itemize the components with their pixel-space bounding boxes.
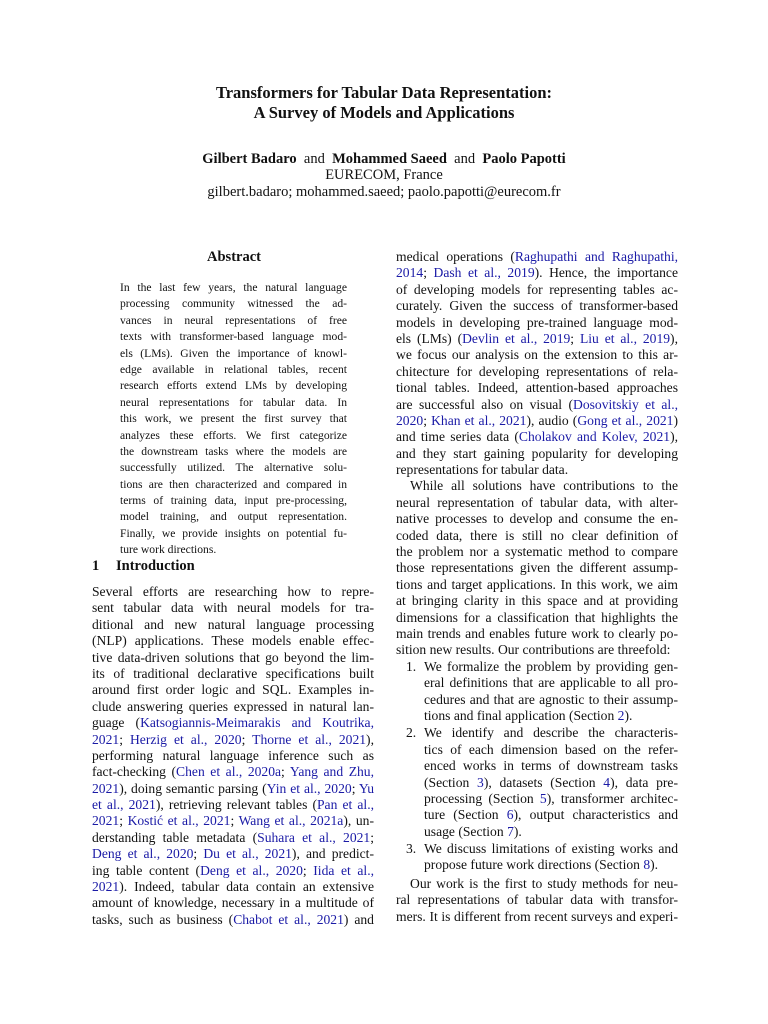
text-span: those representations given the different assump- — [396, 560, 678, 576]
text-span: derstanding table metadata ( — [92, 829, 258, 845]
abstract-line: the downstream tasks where the models are — [120, 444, 347, 458]
abstract-line: research efforts extend LMs by developing — [120, 379, 347, 393]
text-span: clude answering queries expressed in natural lan- — [92, 698, 374, 714]
author-emails: gilbert.badaro; mohammed.saeed; paolo.papotti@eurecom.fr — [207, 184, 561, 200]
citation-link[interactable]: Iida et al., — [313, 862, 375, 878]
text-span: of developing models for representing tables ac- — [396, 281, 678, 297]
citation-link[interactable]: 5 — [539, 790, 547, 806]
citation-link[interactable]: Yang and Zhu, — [289, 764, 374, 780]
citation-link[interactable]: Dash et al., 2019 — [433, 265, 535, 281]
citation-link[interactable]: Devlin et al., 2019 — [462, 330, 571, 346]
text-line — [92, 764, 374, 780]
text-line — [396, 675, 678, 691]
text-span: dimensions for a classification that highlights the — [396, 609, 678, 625]
citation-link[interactable]: Pan et al., — [317, 797, 375, 813]
text-span: ). — [650, 857, 659, 873]
text-span: ), un- — [343, 813, 374, 829]
section-title: Introduction — [116, 558, 195, 574]
abstract-line: terms of training data, input pre-processing, — [120, 494, 347, 508]
text-span: mers. It is different from recent surveys and experi- — [396, 908, 678, 924]
text-line — [92, 797, 374, 813]
abstract-line: analyzes these efforts. We first categorize — [120, 428, 347, 442]
citation-link[interactable]: Yin et al., 2020 — [266, 780, 352, 796]
text-span: propose future work directions (Section — [424, 857, 644, 873]
text-span: ), doing semantic parsing ( — [119, 780, 267, 796]
text-span: tics of each dimension based on the refer- — [424, 741, 678, 757]
citation-link[interactable]: 2021 — [92, 813, 120, 829]
citation-link[interactable]: Kostić et al., 2021 — [127, 813, 231, 829]
text-span: amount of knowledge, necessary in a multitude of — [92, 895, 374, 911]
text-span: ; — [119, 731, 130, 747]
citation-link[interactable]: 2021 — [92, 731, 120, 747]
text-span: ), — [670, 429, 678, 445]
citation-link[interactable]: Suhara et al., 2021 — [257, 829, 371, 845]
text-span: ), — [670, 330, 678, 346]
right-column-text — [396, 249, 678, 925]
text-line — [396, 791, 678, 807]
text-span: ; — [119, 813, 128, 829]
text-line — [396, 642, 678, 658]
text-line — [92, 617, 374, 633]
text-span: chitecture for developing representations of rela- — [396, 363, 678, 379]
list-marker: 2. — [406, 725, 417, 741]
text-line — [396, 397, 678, 413]
text-line — [396, 560, 678, 576]
section-number: 1 — [92, 558, 100, 574]
text-line — [92, 732, 374, 748]
text-span: ture (Section — [424, 807, 507, 823]
text-span: ; — [570, 330, 580, 346]
abstract-line: Finally, we provide insights on potential fu- — [120, 526, 347, 540]
citation-link[interactable]: 2021 — [92, 780, 120, 796]
text-span: ; — [281, 764, 290, 780]
paper-title-line1: Transformers for Tabular Data Representation: — [215, 83, 553, 102]
text-span: medical operations ( — [396, 249, 515, 264]
text-span: usage (Section — [424, 823, 508, 839]
citation-link[interactable]: 7 — [507, 823, 514, 839]
citation-link[interactable]: Herzig et al., 2020 — [129, 731, 242, 747]
text-span: tions and target applications. In this work, we aim — [396, 576, 678, 592]
text-span: ; — [302, 862, 314, 878]
abstract-line: neural representations for tabular data. In — [120, 395, 347, 409]
text-line — [396, 577, 678, 593]
text-line — [396, 413, 678, 429]
text-span: ; — [423, 265, 434, 281]
text-line — [92, 781, 374, 797]
text-line — [396, 841, 678, 857]
citation-link[interactable]: et al., 2021 — [92, 797, 156, 813]
text-span: tive data-driven solutions that go beyond the lim- — [92, 649, 374, 665]
citation-link[interactable]: Chen et al., 2020a — [176, 764, 282, 780]
citation-link[interactable]: 2020 — [396, 412, 424, 428]
text-line — [396, 909, 678, 925]
text-span: ), datasets (Section — [483, 774, 604, 790]
citation-link[interactable]: 8 — [643, 857, 651, 873]
text-line — [396, 758, 678, 774]
abstract-text — [120, 280, 347, 559]
author-separator: and — [454, 151, 476, 167]
text-span: and they start gaining popularity for developing — [396, 445, 678, 461]
text-span: ; — [351, 780, 359, 796]
text-line — [396, 315, 678, 331]
citation-link[interactable]: Deng et al., 2020 — [92, 846, 194, 862]
text-line — [92, 863, 374, 879]
text-span: ) and — [343, 911, 374, 927]
citation-link[interactable]: 2014 — [396, 265, 424, 281]
text-span: sent tabular data with neural models for tra- — [92, 600, 374, 616]
text-span: are successful also on visual ( — [396, 396, 574, 412]
text-span: ; — [423, 412, 432, 428]
text-line — [92, 879, 374, 895]
text-line — [92, 830, 374, 846]
text-span: ), data pre- — [610, 774, 678, 790]
text-span: ). Hence, the importance — [534, 265, 678, 281]
text-span: We formalize the problem by providing gen- — [424, 658, 678, 674]
text-line — [396, 462, 678, 478]
text-line — [92, 682, 374, 698]
text-span: ), audio ( — [526, 412, 578, 428]
text-span: ), retrieving relevant tables ( — [155, 797, 317, 813]
citation-link[interactable]: 6 — [506, 807, 514, 823]
citation-link[interactable]: Katsogiannis-Meimarakis and Koutrika, — [140, 715, 374, 731]
text-span: ), output characteristics and — [513, 807, 679, 823]
section-heading-introduction — [92, 557, 195, 575]
text-span: ). — [513, 823, 522, 839]
text-line — [396, 298, 678, 314]
abstract-line: model training, and output representation. — [120, 510, 347, 524]
abstract-heading: Abstract — [207, 249, 261, 265]
text-span: We discuss limitations of existing works and — [424, 841, 678, 857]
text-line — [92, 846, 374, 862]
text-line — [396, 249, 678, 265]
text-span: ; — [230, 813, 239, 829]
text-line — [92, 715, 374, 731]
text-line — [396, 892, 678, 908]
text-span: native processes to develop and consume the en- — [396, 511, 678, 527]
text-span: we focus our analysis on the extension to this ar- — [396, 347, 678, 363]
text-span: enced works in terms of downstream tasks — [424, 758, 678, 774]
text-span: ditional and new natural language processing — [92, 616, 374, 632]
citation-link[interactable]: 2021 — [92, 879, 120, 895]
text-span: ing table content ( — [92, 862, 201, 878]
citation-link[interactable]: Thorne et al., 2021 — [252, 731, 367, 747]
text-span: guage ( — [92, 715, 141, 731]
author-name: Gilbert Badaro — [202, 151, 297, 167]
text-line — [92, 600, 374, 616]
text-span: the problem nor a systematic method to compare — [396, 544, 678, 560]
citation-link[interactable]: Gong et al., 2021 — [577, 412, 674, 428]
text-span: ). Indeed, tabular data contain an extensive — [119, 879, 374, 895]
contribution-item — [396, 841, 678, 874]
text-line — [92, 912, 374, 928]
text-span: neural representation of tabular data, with alter- — [396, 494, 678, 510]
citation-link[interactable]: 3 — [477, 774, 484, 790]
text-span: ral representations of tabular data with transfor- — [396, 892, 678, 908]
text-span: models in developing pre-trained language mod- — [396, 314, 678, 330]
text-line — [396, 511, 678, 527]
text-line — [92, 748, 374, 764]
text-line — [396, 708, 678, 724]
text-span: We identify and describe the characteris- — [424, 725, 678, 741]
text-line — [396, 807, 678, 823]
text-span: eral definitions that are applicable to all pro- — [424, 675, 678, 691]
abstract-line: edge available in relational tables, recent — [120, 362, 347, 376]
text-span: (Section — [424, 774, 478, 790]
text-span: performing natural language inference such as — [92, 747, 374, 763]
text-span: While all solutions have contributions to the — [410, 478, 678, 494]
text-span: ) — [673, 412, 678, 428]
text-span: main trends and enables future work to clearly po- — [396, 625, 678, 641]
abstract-line: tions are then characterized and compared in — [120, 477, 347, 491]
text-line — [396, 364, 678, 380]
text-span: processing (Section — [424, 790, 540, 806]
citation-link[interactable]: Khan et al., 2021 — [431, 412, 527, 428]
text-span: ; — [370, 829, 374, 845]
author-separator: and — [303, 151, 325, 167]
affiliation: EURECOM, France — [325, 167, 443, 183]
abstract-line: ture work directions. — [120, 543, 217, 557]
text-span: ), and predict- — [291, 846, 374, 862]
text-line — [396, 347, 678, 363]
text-span: Our work is the first to study methods for neu- — [410, 875, 678, 891]
text-line — [396, 593, 678, 609]
abstract-line: successfully utilized. The alternative solu- — [120, 461, 347, 475]
text-line — [396, 495, 678, 511]
citation-link[interactable]: Wang et al., 2021a — [238, 813, 344, 829]
paper-title-line2: A Survey of Models and Applications — [253, 103, 515, 122]
text-span: at bringing clarity in this space and at providing — [396, 593, 678, 609]
text-span: ; — [241, 731, 253, 747]
author-name: Mohammed Saeed — [332, 151, 447, 167]
text-line — [396, 692, 678, 708]
author-name: Paolo Papotti — [482, 151, 566, 167]
text-span: representations for tabular data. — [396, 462, 569, 478]
citation-link[interactable]: 2 — [617, 707, 625, 723]
text-line — [92, 666, 374, 682]
text-line — [396, 544, 678, 560]
text-line — [396, 331, 678, 347]
text-line — [396, 742, 678, 758]
text-line — [396, 659, 678, 675]
text-span: ). — [624, 707, 633, 723]
text-span: ), — [366, 731, 374, 747]
text-line — [396, 478, 678, 494]
citation-link[interactable]: Deng et al., 2020 — [200, 862, 303, 878]
text-span: tasks, such as business ( — [92, 911, 234, 927]
text-line — [396, 528, 678, 544]
text-line — [396, 876, 678, 892]
text-span: ), transformer architec- — [546, 790, 678, 806]
text-span: sition new results. Our contributions are threefold: — [396, 642, 671, 658]
abstract-line: texts with transformer-based language mod- — [120, 330, 347, 344]
text-span: tional tables. Indeed, attention-based approaches — [396, 380, 678, 396]
text-span: cedures and that are agnostic to their assump- — [424, 691, 678, 707]
citation-link[interactable]: Cholakov and Kolev, 2021 — [518, 429, 671, 445]
text-line — [396, 610, 678, 626]
text-line — [396, 626, 678, 642]
text-span: ; — [193, 846, 204, 862]
text-line — [92, 895, 374, 911]
abstract-line: this work, we present the first survey that — [120, 412, 347, 426]
text-span: coded data, there is still no clear definition of — [396, 527, 678, 543]
text-line — [396, 429, 678, 445]
text-line — [92, 633, 374, 649]
citation-link[interactable]: Du et al., 2021 — [203, 846, 292, 862]
abstract-line: processing community witnessed the ad- — [120, 297, 347, 311]
text-span: curately. Given the success of transformer-based — [396, 298, 678, 314]
abstract-line: In the last few years, the natural language — [120, 281, 347, 294]
text-span: tions and final application (Section — [424, 707, 618, 723]
citation-link[interactable]: Liu et al., 2019 — [579, 330, 671, 346]
text-line — [92, 650, 374, 666]
citation-link[interactable]: Raghupathi and Raghupathi, — [514, 249, 678, 264]
text-span: (NLP) applications. These models enable effec- — [92, 633, 374, 649]
text-span: Several efforts are researching how to repre- — [92, 584, 374, 599]
citation-link[interactable]: Dosovitskiy et al., — [573, 396, 678, 412]
abstract-line: els (LMs). Given the importance of knowl- — [120, 346, 347, 360]
text-line — [396, 857, 678, 873]
abstract-line: vances in neural representations of free — [120, 313, 347, 327]
left-column-text — [92, 584, 374, 928]
list-marker: 1. — [406, 658, 417, 674]
text-line — [396, 380, 678, 396]
list-marker: 3. — [406, 841, 417, 857]
text-span: and time series data ( — [396, 429, 519, 445]
text-span: around first order logic and SQL. Examples in- — [92, 682, 374, 698]
text-line — [92, 584, 374, 600]
citation-link[interactable]: 4 — [603, 774, 611, 790]
text-line — [396, 265, 678, 281]
text-line — [92, 699, 374, 715]
text-span: its of traditional declarative specifications built — [92, 665, 374, 681]
text-line — [396, 725, 678, 741]
contribution-item — [396, 725, 678, 840]
citation-link[interactable]: Yu — [358, 780, 374, 796]
text-span: els (LMs) ( — [396, 330, 463, 346]
text-line — [396, 446, 678, 462]
text-span: fact-checking ( — [92, 764, 177, 780]
text-line — [396, 775, 678, 791]
contribution-item — [396, 659, 678, 725]
text-line — [92, 813, 374, 829]
text-line — [396, 824, 678, 840]
text-line — [396, 282, 678, 298]
citation-link[interactable]: Chabot et al., 2021 — [233, 911, 344, 927]
